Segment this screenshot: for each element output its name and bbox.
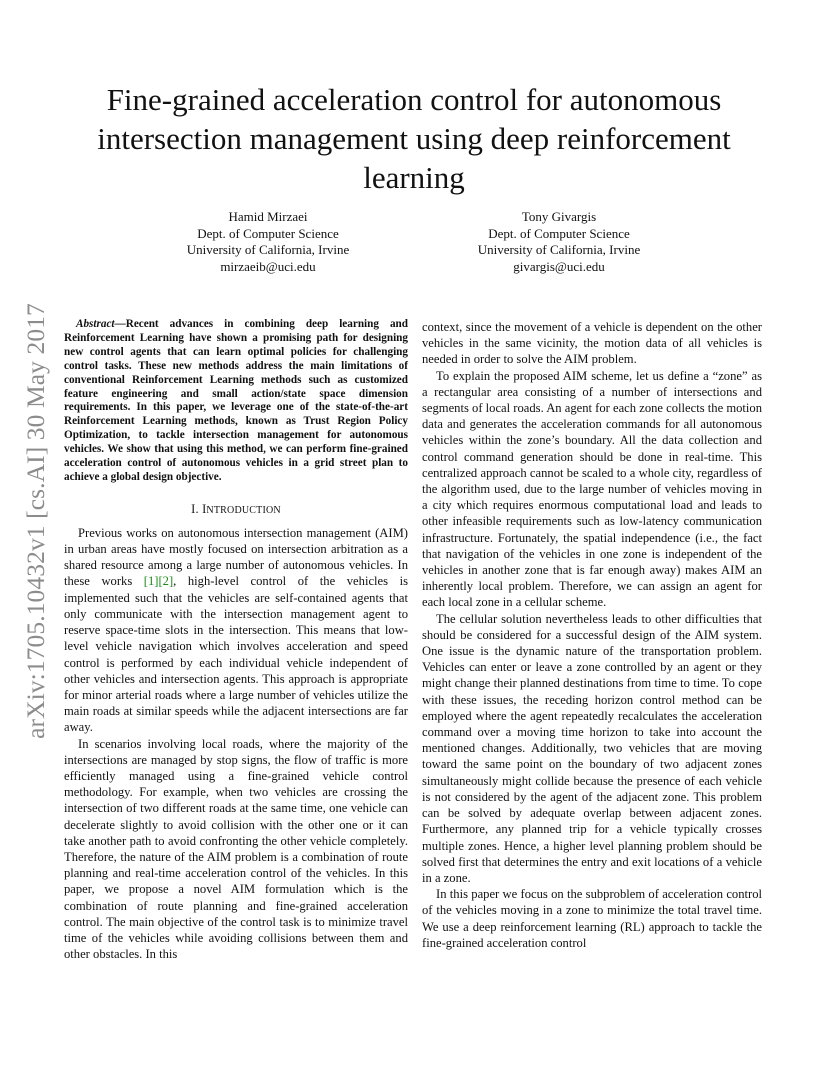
section-number: I. <box>191 501 199 516</box>
right-column <box>422 319 762 951</box>
intro-paragraph-1 <box>64 525 408 736</box>
arxiv-stamp-text: arXiv:1705.10432v1 [cs.AI] 30 May 2017 <box>21 303 51 739</box>
author-email: givargis@uci.edu <box>513 258 605 274</box>
author-name: Tony Givargis <box>521 209 597 224</box>
intro-paragraph-3: To explain the proposed AIM scheme, let us define a “zone” as a rectangular area consisting of a number of intersections and segments of local roads. An agent for each zone collects the motion data and generates the acceleration commands for all autonomous vehicles within the zone’s boundary. All the data collection and control command generation should be done in real-time. This centralized approach cannot be scaled to a whole city, regardless of the algorithm used, due to the large number of vehicles moving in a city which requires enormous computational load and leads to other infeasible requirements such as low-latency communication infrastructure. Fortunately, the spatial independence (i.e., the fact that navigation of the vehicles in one zone is independent of the vehicles in another zone that is far enough away) makes AIM an inherently local problem. Therefore, we can assign an agent for each local zone in a cellular scheme. <box>422 368 762 610</box>
author-email: mirzaeib@uci.edu <box>220 258 316 274</box>
abstract <box>64 318 408 485</box>
section-title-first-letter: I <box>202 501 207 516</box>
paper-title: Fine-grained acceleration control for autonomous intersection management using deep reinforcement learning <box>97 82 731 195</box>
author-block-2 <box>409 209 709 275</box>
section-title-rest: NTRODUCTION <box>206 504 281 516</box>
author-name: Hamid Mirzaei <box>228 209 308 224</box>
author-university: University of California, Irvine <box>186 242 350 257</box>
intro-paragraph-2: In scenarios involving local roads, where the majority of the intersections are managed by stop signs, the flow of traffic is more efficiently managed using a fine-grained vehicle control methodology. For example, when two vehicles are crossing the intersection of two different roads at the same time, one vehicle can decelerate slightly to avoid collision with the other one or it can take another path to avoid confronting the other vehicle completely. Therefore, the nature of the AIM problem is a combination of route planning and real-time acceleration control of the vehicles. In this paper, we propose a novel AIM formulation which is the combination of route planning and fine-grained acceleration control. The main objective of the control task is to minimize travel time of the vehicles while avoiding collisions between them and other obstacles. In this <box>64 736 408 962</box>
intro-p1-text-b: , high-level control of the vehicles is implemented such that the vehicles are self-contained agents that only communicate with the intersection management agent to reserve space-time slots in the intersection. This means that low-level vehicle navigation which involves acceleration and speed control is performed by each individual vehicle independent of other vehicles and intersection agents. This approach is appropriate for minor arterial roads where a large number of vehicles utilize the main roads at similar speeds while the adjacent intersections are far away. <box>64 574 408 735</box>
intro-paragraph-5: In this paper we focus on the subproblem of acceleration control of the vehicles moving in a zone to minimize the total travel time. We use a deep reinforcement learning (RL) approach to tackle the fine-grained acceleration control <box>422 887 762 950</box>
citation-link-2[interactable]: [2] <box>158 574 174 589</box>
author-dept: Dept. of Computer Science <box>488 225 630 241</box>
section-heading-introduction <box>64 501 408 519</box>
author-block-1 <box>118 209 418 275</box>
author-university: University of California, Irvine <box>477 242 641 257</box>
intro-paragraph-4: The cellular solution nevertheless leads to other difficulties that should be considered for a successful design of the AIM system. One issue is the dynamic nature of the transportation problem. Vehicles can enter or leave a zone controlled by an agent or they might change their planned destinations from time to time. To cope with these issues, the receding horizon control method can be employed where the agent repeatedly recalculates the acceleration command over a moving time horizon to take into account the mentioned changes. Additionally, two vehicles that are moving toward the same point on the boundary of two adjacent zones simultaneously might collide because the presence of each vehicle is not considered by the agent of the adjacent zone. This problem can be solved by adequate overlap between adjacent zones. Furthermore, any planned trip for a vehicle typically crosses multiple zones. Hence, a higher level planning problem should be solved first that determines the entry and exit locations of a vehicle in a zone. <box>422 611 762 885</box>
abstract-label: Abstract <box>76 318 115 330</box>
abstract-text: —Recent advances in combining deep learning and Reinforcement Learning have shown a promising path for designing new control agents that can learn optimal policies for challenging control tasks. These new methods address the main limitations of conventional Reinforcement Learning methods such as customized feature engineering and small action/state space dimension requirements. In this paper, we leverage one of the state-of-the-art Reinforcement Learning methods, known as Trust Region Policy Optimization, to tackle intersection management for autonomous vehicles. We show that using this method, we can perform fine-grained acceleration control of autonomous vehicles in a grid street plan to achieve a global design objective. <box>64 318 408 483</box>
arxiv-stamp <box>18 286 54 756</box>
intro-p1-text-a: Previous works on autonomous intersection management (AIM) in urban areas have mostly focused on intersection arbitration as a shared resource among a large number of autonomous vehicles. In these works <box>64 525 408 589</box>
citation-link-1[interactable]: [1] <box>143 574 159 589</box>
author-dept: Dept. of Computer Science <box>197 225 339 241</box>
left-column <box>64 318 408 962</box>
intro-paragraph-2-continued: context, since the movement of a vehicle is dependent on the other vehicles in the same vicinity, the motion data of all vehicles is needed in order to solve the AIM problem. <box>422 320 762 367</box>
